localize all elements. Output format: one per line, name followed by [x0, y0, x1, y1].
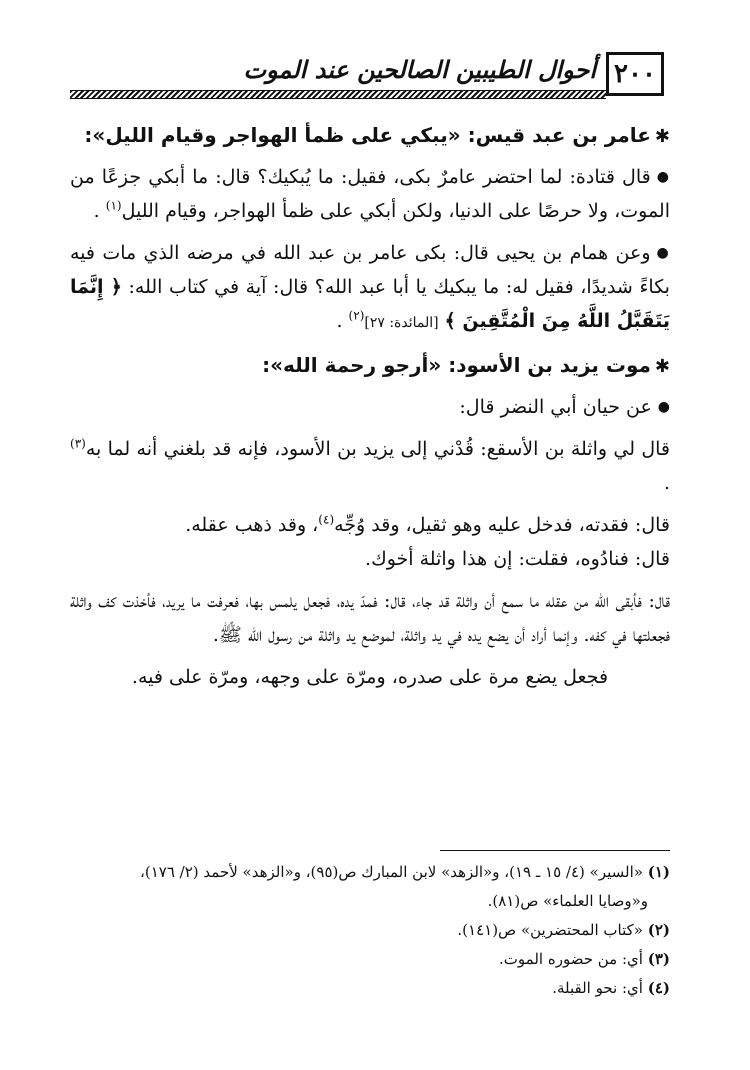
footnote-2: (٢) «كتاب المحتضرين» ص(١٤١). [457, 921, 670, 939]
running-title: أحوال الطيبين الصالحين عند الموت [243, 56, 596, 84]
paragraph-hammam: ●وعن همام بن يحيى قال: بكى عامر بن عبد الله في مرضه الذي مات فيه بكاءً شديدًا، فقيل له: ما يبكيك يا أبا عبد الله؟ قال: آية في كتاب الله: ﴿ إِنَّمَا يَتَقَبَّلُ اللَّهُ مِنَ الْمُتَّقِينَ ﴾ [المائدة: ٢٧]$^{(٢)}$ . [70, 242, 671, 332]
bullet-icon: ● [656, 245, 671, 261]
verse-reference: [المائدة: ٢٧] [364, 315, 439, 331]
paragraph-abqa: قال: فأبقى الله من عقله ما سمع أن واثلة قد جاء، قال: فمدّ يده، فجعل يلمس بها، فعرفت ما يريد، فأخذت كف واثلة فجعلتها في كفه. وإنما أراد أن يضع يده في يد واثلة، لموضع يد واثلة من رسول الله ﷺ. [70, 590, 670, 646]
paragraph-wathila: قال لي واثلة بن الأسقع: قُدْني إلى يزيد بن الأسود، فإنه قد بلغني أنه لما به$^{(٣)}$ . [70, 436, 670, 494]
footnote-divider [440, 850, 670, 851]
footnote-1-continued: و«وصايا العلماء» ص(٨١). [487, 892, 648, 910]
footnotes [70, 858, 670, 1003]
footnote-ref: (٢) [348, 308, 365, 323]
section-heading-yazid: ✱موت يزيد بن الأسود: «أرجو رحمة الله»: [262, 353, 670, 377]
star-icon: ✱ [654, 356, 670, 377]
footnote-4: (٤) أي: نحو القبلة. [552, 979, 670, 997]
quran-verse: ﴿ إِنَّمَا يَتَقَبَّلُ اللَّهُ مِنَ الْمُتَّقِينَ ﴾ [70, 276, 670, 332]
paragraph-faqadtuhu: قال: فقدته، فدخل عليه وهو ثقيل، وقد وُجِّه$^{(٤)}$، وقد ذهب عقله. [185, 512, 670, 536]
page-number: ٢٠٠ [606, 52, 664, 96]
footnote-ref: (٤) [318, 512, 335, 527]
header-rule [70, 90, 606, 99]
paragraph-final: فجعل يضع مرة على صدره، ومرّة على وجهه، ومرّة على فيه. [131, 666, 609, 688]
bullet-icon: ● [657, 399, 670, 415]
paragraph-qatada: ●قال قتادة: لما احتضر عامرٌ بكى، فقيل: ما يُبكيك؟ قال: ما أبكي جزعًا من الموت، ولا حرصًا على الدنيا، ولكن أبكي على ظمأ الهواجر، وقيام الليل$^{(١)}$ . [70, 166, 670, 222]
main-text [70, 118, 670, 702]
footnote-ref: (٣) [70, 436, 86, 451]
section-heading-amir: ✱عامر بن عبد قيس: «يبكي على ظمأ الهواجر وقيام الليل»: [84, 123, 670, 147]
footnote-1: (١) «السير» (٤/ ١٥ ـ ١٩)، و«الزهد» لابن المبارك ص(٩٥)، و«الزهد» لأحمد (٢/ ١٧٦)، [140, 863, 670, 881]
paragraph-hayyan: ●عن حيان أبي النضر قال: [459, 396, 670, 418]
footnote-3: (٣) أي: من حضوره الموت. [499, 950, 670, 968]
paragraph-nadawhu: قال: فنادُوه، فقلت: إن هذا واثلة أخوك. [365, 548, 670, 570]
bullet-icon: ● [656, 169, 670, 185]
footnote-ref: (١) [105, 198, 122, 213]
star-icon: ✱ [654, 126, 670, 147]
